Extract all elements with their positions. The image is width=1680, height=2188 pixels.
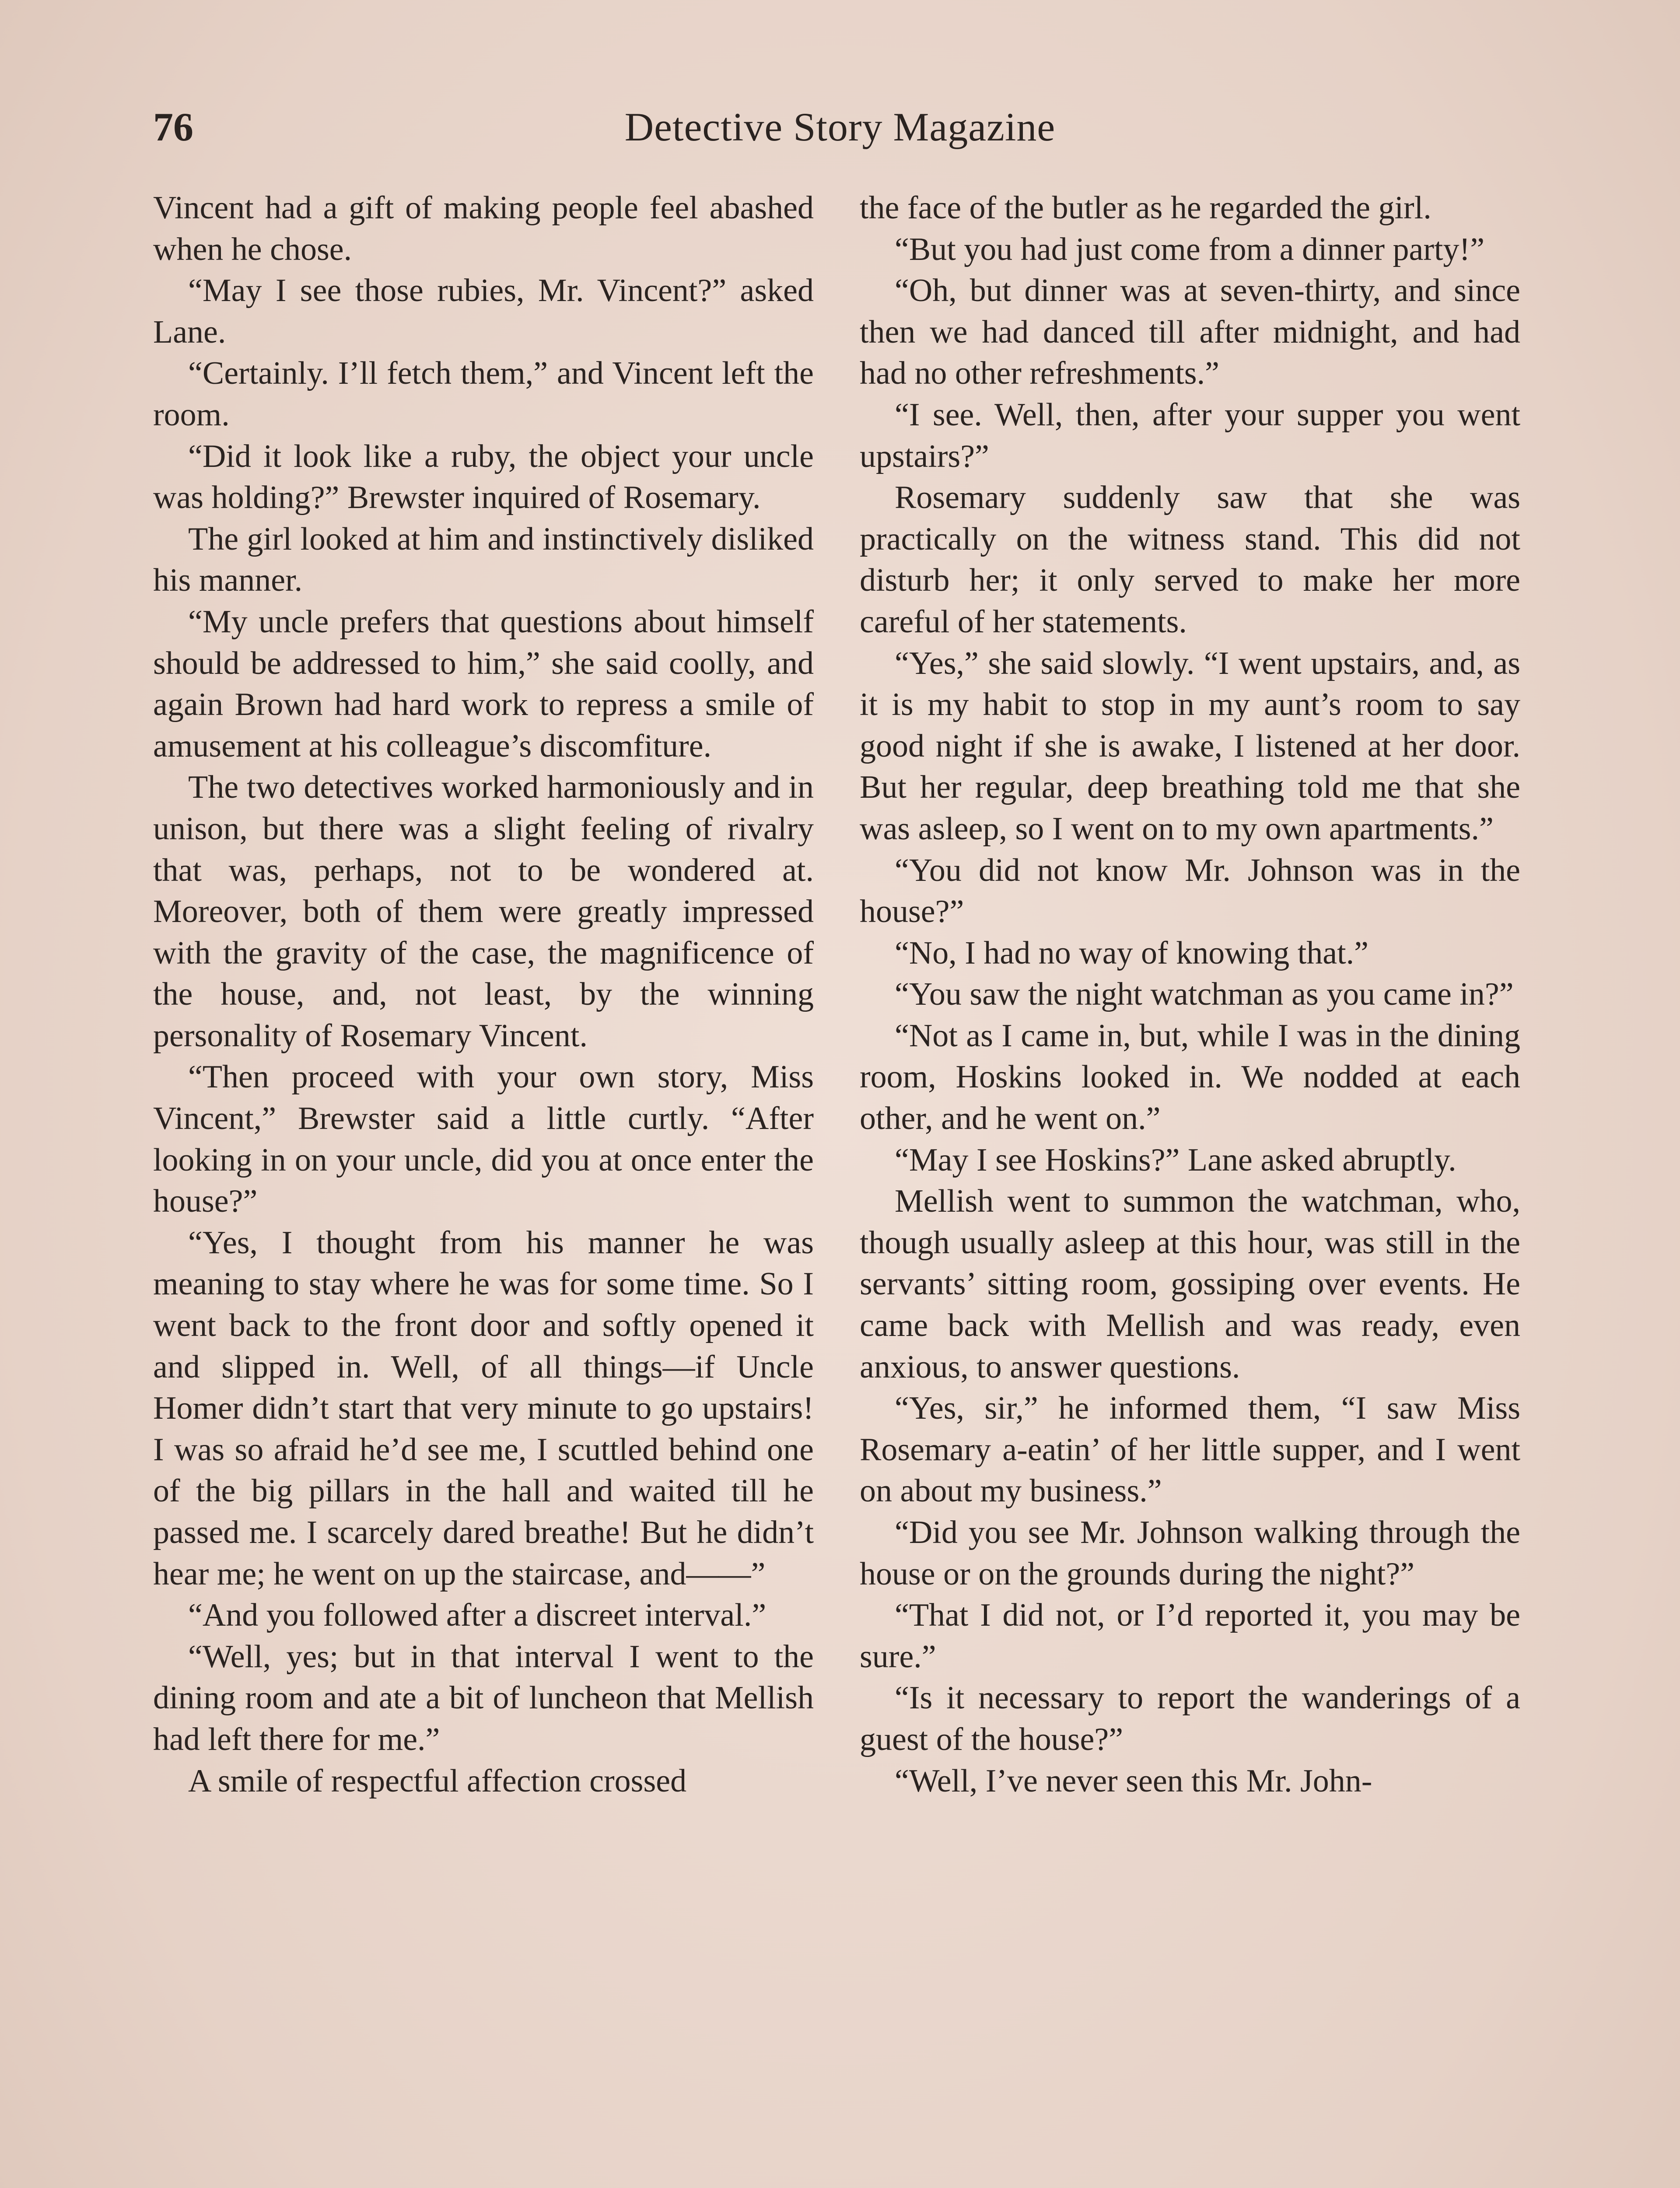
- page-header: [153, 101, 1527, 153]
- paragraph: “Yes, sir,” he informed them, “I saw Miss Rosemary a-eatin’ of her little supper, and I went on about my business.”: [860, 1390, 1520, 1509]
- paragraph: “May I see Hoskins?” Lane asked abruptly.: [895, 1142, 1456, 1178]
- paragraph: “I see. Well, then, after your supper you went upstairs?”: [860, 396, 1520, 474]
- paragraph: “Yes, I thought from his manner he was meaning to stay where he was for some time. So I went back to the front door and softly opened it and slipped in. Well, of all things—if Uncle Homer didn’t start that very minute to go upstairs! I was so afraid he’d see me, I scuttled behind one of the big pillars in the hall and waited till he passed me. I scarcely dared breathe! But he didn’t hear me; he went on up the staircase, and——”: [153, 1224, 814, 1592]
- paragraph: Rosemary suddenly saw that she was practically on the witness stand. This did not disturb her; it only served to make her more careful of her statements.: [860, 480, 1520, 640]
- paragraph: “Certainly. I’ll fetch them,” and Vincent left the room.: [153, 355, 814, 433]
- paragraph: “You did not know Mr. Johnson was in the house?”: [860, 852, 1520, 930]
- paragraph: “And you followed after a discreet interval.”: [188, 1597, 766, 1634]
- paragraph: “No, I had no way of knowing that.”: [895, 935, 1369, 971]
- paragraph: “Then proceed with your own story, Miss Vincent,” Brewster said a little curtly. “After looking in on your uncle, did you at once enter the house?”: [153, 1059, 814, 1220]
- paragraph: Mellish went to summon the watchman, who, though usually asleep at this hour, was still in the servants’ sitting room, gossiping over events. He came back with Mellish and was ready, even anxious, to answer questions.: [860, 1183, 1520, 1385]
- paragraph: “Did you see Mr. Johnson walking through the house or on the grounds during the night?”: [860, 1515, 1520, 1592]
- paragraph: Vincent had a gift of making people feel abashed when he chose.: [153, 190, 814, 267]
- paragraph: “Did it look like a ruby, the object your uncle was holding?” Brewster inquired of Rosemary.: [153, 438, 814, 516]
- running-title: Detective Story Magazine: [624, 105, 1056, 149]
- paragraph: “Is it necessary to report the wanderings of a guest of the house?”: [860, 1680, 1520, 1757]
- paragraph: “My uncle prefers that questions about himself should be addressed to him,” she said coolly, and again Brown had hard work to repress a smile of amusement at his colleague’s discomfiture.: [153, 603, 814, 764]
- paragraph: A smile of respectful affection crossed: [188, 1763, 687, 1799]
- right-column: [860, 187, 1520, 1802]
- paragraph: “But you had just come from a dinner party!”: [895, 231, 1485, 267]
- paragraph: the face of the butler as he regarded the girl.: [860, 190, 1432, 226]
- paragraph: “May I see those rubies, Mr. Vincent?” asked Lane.: [153, 273, 814, 350]
- paragraph: “You saw the night watchman as you came in?”: [895, 976, 1514, 1013]
- paragraph: “That I did not, or I’d reported it, you may be sure.”: [860, 1597, 1520, 1675]
- paragraph: “Oh, but dinner was at seven-thirty, and since then we had danced till after midnight, and had had no other refreshments.”: [860, 273, 1520, 392]
- paragraph: “Well, yes; but in that interval I went to the dining room and ate a bit of luncheon that Mellish had left there for me.”: [153, 1638, 814, 1757]
- page-number: 76: [153, 105, 193, 149]
- paragraph: “Well, I’ve never seen this Mr. John-: [895, 1763, 1372, 1799]
- paragraph: “Yes,” she said slowly. “I went upstairs, and, as it is my habit to stop in my aunt’s room to say good night if she is awake, I listened at her door. But her regular, deep breathing told me that she was asleep, so I went on to my own apartments.”: [860, 645, 1520, 847]
- paragraph: “Not as I came in, but, while I was in the dining room, Hoskins looked in. We nodded at each other, and he went on.”: [860, 1017, 1520, 1137]
- paragraph: The two detectives worked harmoniously and in unison, but there was a slight feeling of rivalry that was, perhaps, not to be wondered at. Moreover, both of them were greatly impressed with the gravity of the case, the magnificence of the house, and, not least, by the winning personality of Rosemary Vincent.: [153, 769, 814, 1054]
- paragraph: The girl looked at him and instinctively disliked his manner.: [153, 521, 814, 599]
- left-column: [153, 187, 814, 1802]
